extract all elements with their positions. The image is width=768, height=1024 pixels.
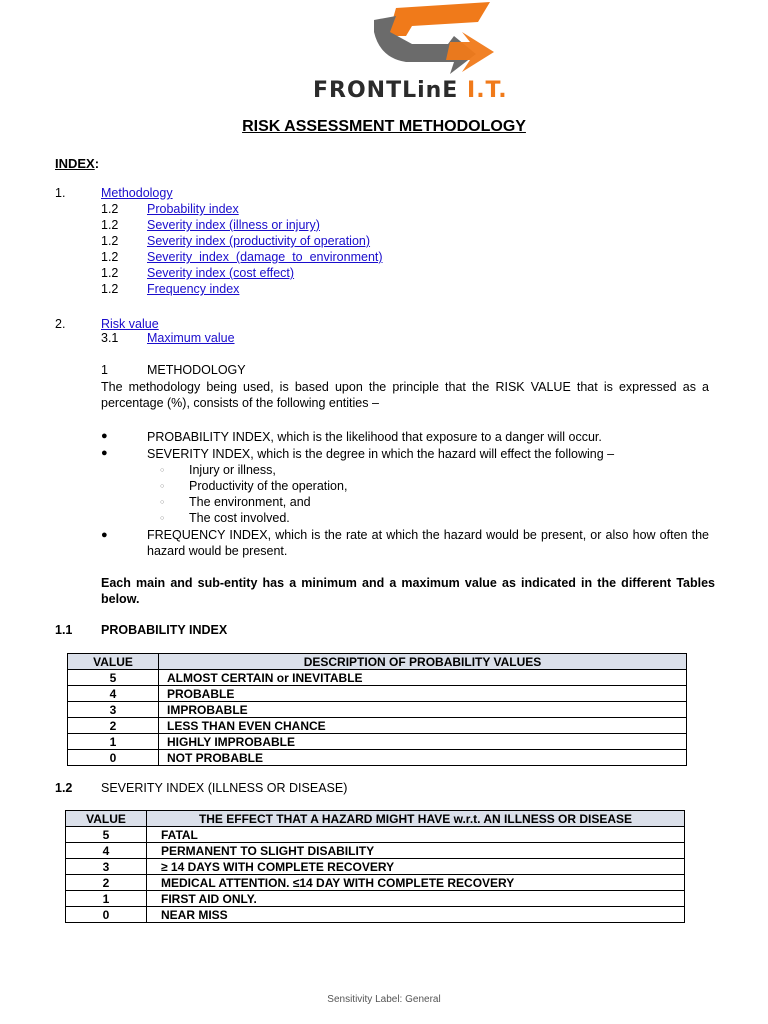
toc-number: 3.1 bbox=[101, 331, 119, 345]
brand-name-orange: I.T. bbox=[458, 78, 508, 103]
toc-link-severity-cost[interactable]: Severity index (cost effect) bbox=[147, 266, 295, 280]
methodology-number: 1 bbox=[101, 363, 108, 377]
table-row bbox=[66, 859, 685, 875]
description-cell: FIRST AID ONLY. bbox=[147, 891, 685, 907]
description-cell: LESS THAN EVEN CHANCE bbox=[159, 718, 687, 734]
toc-link-severity-environment[interactable]: Severity index (damage to environment) bbox=[147, 250, 383, 264]
toc-number: 2. bbox=[55, 317, 66, 331]
toc-number: 1. bbox=[55, 186, 66, 200]
bullet-severity-index: SEVERITY INDEX, which is the degree in which the hazard will effect the following – bbox=[147, 447, 615, 461]
toc-number: 1.2 bbox=[101, 234, 119, 248]
value-cell: 1 bbox=[68, 734, 159, 750]
table-row bbox=[68, 718, 687, 734]
toc-number: 1.2 bbox=[101, 218, 119, 232]
brand-name-dark: FRONTLinE bbox=[313, 78, 459, 103]
toc-number: 1.2 bbox=[101, 202, 119, 216]
description-cell: HIGHLY IMPROBABLE bbox=[159, 734, 687, 750]
column-header-description: THE EFFECT THAT A HAZARD MIGHT HAVE w.r.t. AN ILLNESS OR DISEASE bbox=[147, 811, 685, 827]
table-row bbox=[66, 875, 685, 891]
table-row bbox=[66, 843, 685, 859]
index-heading-label: INDEX bbox=[55, 156, 95, 171]
methodology-heading: METHODOLOGY bbox=[147, 363, 246, 377]
min-max-note: Each main and sub-entity has a minimum and a maximum value as indicated in the different Tables below. bbox=[101, 576, 715, 606]
bullet-icon: ● bbox=[101, 529, 108, 541]
value-cell: 5 bbox=[68, 670, 159, 686]
toc-number: 1.2 bbox=[101, 282, 119, 296]
section-number: 1.1 bbox=[55, 623, 73, 637]
description-cell: PERMANENT TO SLIGHT DISABILITY bbox=[147, 843, 685, 859]
table-row bbox=[66, 827, 685, 843]
value-cell: 4 bbox=[68, 686, 159, 702]
column-header-description: DESCRIPTION OF PROBABILITY VALUES bbox=[159, 654, 687, 670]
description-cell: NOT PROBABLE bbox=[159, 750, 687, 766]
description-cell: NEAR MISS bbox=[147, 907, 685, 923]
table-row bbox=[66, 907, 685, 923]
toc-link-methodology[interactable]: Methodology bbox=[101, 186, 173, 200]
sub-bullet-productivity: Productivity of the operation, bbox=[189, 479, 348, 493]
table-row bbox=[68, 670, 687, 686]
value-cell: 3 bbox=[66, 859, 147, 875]
toc-link-severity-productivity[interactable]: Severity index (productivity of operation) bbox=[147, 234, 371, 248]
probability-index-heading: PROBABILITY INDEX bbox=[101, 623, 228, 637]
description-cell: IMPROBABLE bbox=[159, 702, 687, 718]
index-heading bbox=[55, 156, 99, 171]
severity-table bbox=[65, 810, 685, 923]
sub-bullet-injury: Injury or illness, bbox=[189, 463, 276, 477]
bullet-icon: ● bbox=[101, 430, 108, 442]
value-cell: 5 bbox=[66, 827, 147, 843]
bullet-frequency-index: FREQUENCY INDEX, which is the rate at which the hazard would be present, or also how often the hazard would be present. bbox=[147, 528, 709, 558]
description-cell: PROBABLE bbox=[159, 686, 687, 702]
index-heading-colon: : bbox=[94, 156, 100, 171]
methodology-intro: The methodology being used, is based upon the principle that the RISK VALUE that is expressed as a percentage (%), consists of the following entities – bbox=[101, 380, 709, 410]
description-cell: MEDICAL ATTENTION. ≤14 DAY WITH COMPLETE RECOVERY bbox=[147, 875, 685, 891]
toc-number: 1.2 bbox=[101, 250, 119, 264]
table-header-row bbox=[68, 654, 687, 670]
bullet-icon: ● bbox=[101, 447, 108, 459]
sub-bullet-cost: The cost involved. bbox=[189, 511, 290, 525]
value-cell: 2 bbox=[66, 875, 147, 891]
sub-bullet-icon: ○ bbox=[160, 499, 165, 506]
probability-table bbox=[67, 653, 687, 766]
toc-number: 1.2 bbox=[101, 266, 119, 280]
severity-index-heading: SEVERITY INDEX (ILLNESS OR DISEASE) bbox=[101, 781, 348, 795]
value-cell: 0 bbox=[66, 907, 147, 923]
sub-bullet-environment: The environment, and bbox=[189, 495, 311, 509]
value-cell: 3 bbox=[68, 702, 159, 718]
frontline-logo-mark bbox=[366, 2, 498, 78]
table-row bbox=[68, 702, 687, 718]
value-cell: 4 bbox=[66, 843, 147, 859]
toc-link-maximum-value[interactable]: Maximum value bbox=[147, 331, 235, 345]
toc-link-severity-illness[interactable]: Severity index (illness or injury) bbox=[147, 218, 320, 232]
toc-link-probability-index[interactable]: Probability index bbox=[147, 202, 239, 216]
document-title: RISK ASSESSMENT METHODOLOGY bbox=[242, 118, 526, 135]
section-number: 1.2 bbox=[55, 781, 73, 795]
sub-bullet-icon: ○ bbox=[160, 483, 165, 490]
column-header-value: VALUE bbox=[66, 811, 147, 827]
toc-link-frequency-index[interactable]: Frequency index bbox=[147, 282, 240, 296]
table-row bbox=[68, 750, 687, 766]
bullet-probability-index: PROBABILITY INDEX, which is the likelihood that exposure to a danger will occur. bbox=[147, 430, 602, 444]
description-cell: ALMOST CERTAIN or INEVITABLE bbox=[159, 670, 687, 686]
value-cell: 0 bbox=[68, 750, 159, 766]
sensitivity-label-footer: Sensitivity Label: General bbox=[327, 994, 441, 1005]
sub-bullet-icon: ○ bbox=[160, 467, 165, 474]
sub-bullet-icon: ○ bbox=[160, 515, 165, 522]
table-row bbox=[68, 686, 687, 702]
description-cell: ≥ 14 DAYS WITH COMPLETE RECOVERY bbox=[147, 859, 685, 875]
toc-link-risk-value[interactable]: Risk value bbox=[101, 317, 159, 331]
table-row bbox=[66, 891, 685, 907]
column-header-value: VALUE bbox=[68, 654, 159, 670]
value-cell: 1 bbox=[66, 891, 147, 907]
table-row bbox=[68, 734, 687, 750]
value-cell: 2 bbox=[68, 718, 159, 734]
brand-logo-text bbox=[313, 78, 508, 103]
table-header-row bbox=[66, 811, 685, 827]
description-cell: FATAL bbox=[147, 827, 685, 843]
